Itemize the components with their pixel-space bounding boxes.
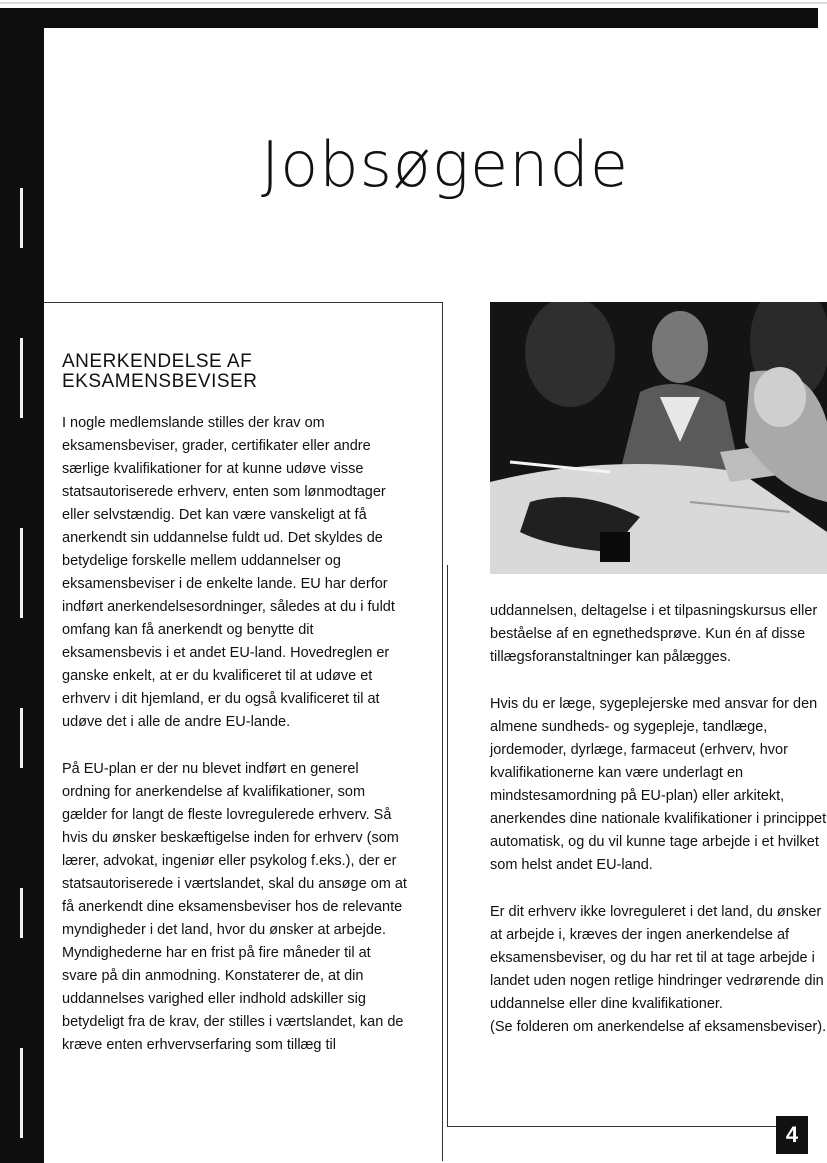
spine-mark bbox=[20, 338, 23, 418]
section-heading-line-2: EKSAMENSBEVISER bbox=[62, 371, 258, 392]
paragraph: uddannelsen, deltagelse i et tilpasningskursus eller beståelse af en egnethedsprøve. Kun én af disse tillægsforanstaltninger kan pålægges. bbox=[490, 603, 818, 665]
spine-mark bbox=[20, 1048, 23, 1138]
right-column-text bbox=[490, 600, 827, 1063]
top-edge bbox=[0, 0, 827, 6]
spine-mark bbox=[20, 528, 23, 618]
right-column-frame-edge bbox=[447, 565, 448, 1127]
spine-mark bbox=[20, 888, 23, 938]
paragraph: Hvis du er læge, sygeplejerske med ansvar for den almene sundheds- og sygepleje, tandlæge, jordemoder, dyrlæge, farmaceut (erhverv, hvor kvalifikationerne kan være underlagt en mindstesamordning på EU-plan) eller arkitekt, anerkendes dine nationale kvalifikationer i princippet automatisk, og du vil kunne tage arbejde i et hvilket som helst andet EU-land. bbox=[490, 696, 827, 873]
top-black-bar bbox=[0, 8, 818, 28]
left-column-text bbox=[62, 412, 407, 1081]
page-number: 4 bbox=[776, 1116, 808, 1154]
meeting-photo bbox=[490, 302, 827, 574]
spine-mark bbox=[20, 708, 23, 768]
right-column-frame-bottom bbox=[447, 1126, 777, 1127]
section-heading bbox=[62, 352, 362, 392]
paragraph: I nogle medlemslande stilles der krav om eksamensbeviser, grader, certifikater eller andre særlige kvalifikationer for at kunne udøve visse statsautoriserede erhverv, enten som lønmodtager eller selvstændig. Det kan være vanskeligt at få anerkendt sin uddannelse fuldt ud. Det skyldes de betydelige forskelle mellem uddannelser og eksamensbeviser i de enkelte lande. EU har derfor indført anerkendelsesordninger, således at du i fuldt omfang kan få anerkendt og benytte dit eksamensbevis i et andet EU-land. Hovedreglen er ganske enkelt, at er du kvalificeret til at udøve et erhverv i dit hjemland, er du også kvalificeret til at udøve det i alle de andre EU-lande. bbox=[62, 415, 395, 730]
section-heading-line-1: ANERKENDELSE AF bbox=[62, 351, 253, 372]
meeting-photo-image bbox=[490, 302, 827, 574]
paragraph: Er dit erhverv ikke lovreguleret i det land, du ønsker at arbejde i, kræves der ingen anerkendelse af eksamensbeviser, og du har ret til at tage arbejde i landet uden nogen retlige hindringer vedrørende din uddannelse eller dine kvalifikationer. (Se folderen om anerkendelse af eksamensbeviser). bbox=[490, 904, 827, 1035]
paragraph: På EU-plan er der nu blevet indført en generel ordning for anerkendelse af kvalifikationer, som gælder for langt de fleste lovregulerede erhverv. Så hvis du ønsker beskæftigelse inden for erhverv (som lærer, advokat, ingeniør eller psykolog f.eks.), der er statsautoriserede i værtslandet, skal du ansøge om at få anerkendt dine eksamensbeviser hos de relevante myndigheder i det land, hvor du ønsker at arbejde. Myndighederne har en frist på fire måneder til at svare på din anmodning. Konstaterer de, at din uddannelses varighed eller indhold adskiller sig betydeligt fra de krav, der stilles i værtslandet, kan de kræve enten erhvervserfaring som tillæg til bbox=[62, 761, 407, 1053]
page-title: Jobsøgende bbox=[261, 128, 629, 201]
